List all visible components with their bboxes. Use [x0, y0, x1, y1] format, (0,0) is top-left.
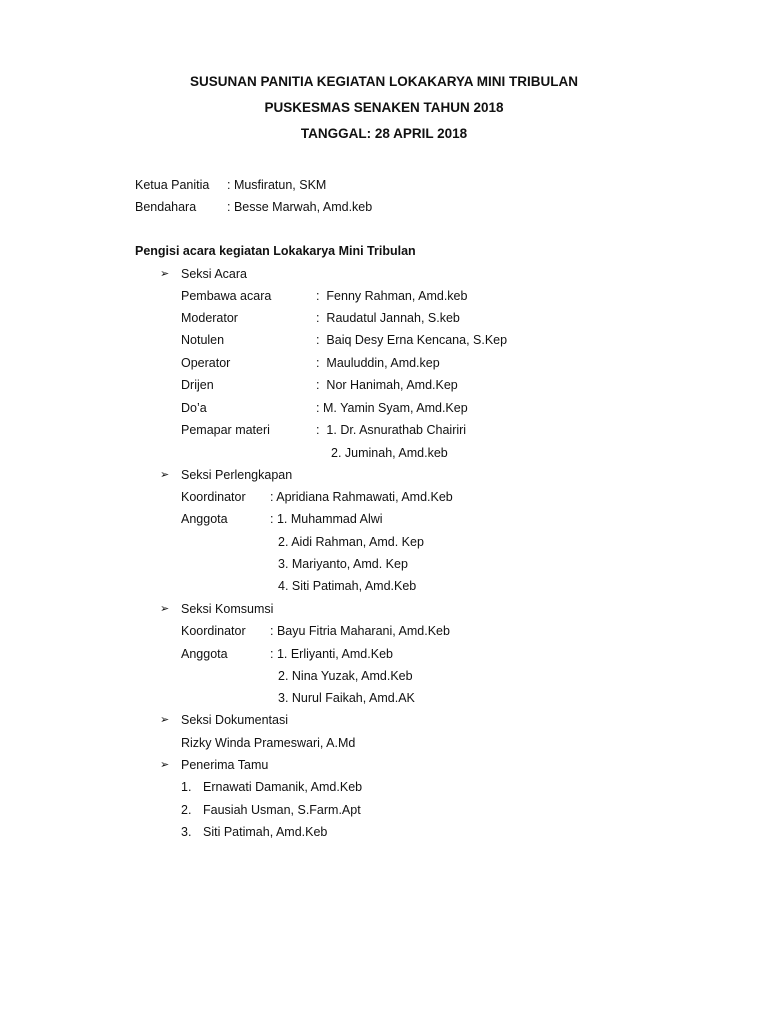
anggota-first: : 1. Erliyanti, Amd.Keb: [270, 647, 393, 661]
arrow-right-icon: ➢: [160, 268, 170, 280]
list-item-number: 3.: [181, 825, 192, 839]
arrow-right-icon: ➢: [160, 603, 170, 615]
list-item: Siti Patimah, Amd.Keb: [203, 825, 328, 839]
anggota-item: 2. Aidi Rahman, Amd. Kep: [278, 535, 424, 549]
acara-value: : Baiq Desy Erna Kencana, S.Kep: [316, 333, 508, 347]
seksi-acara-title: Seksi Acara: [181, 267, 248, 281]
anggota-item: 3. Nurul Faikah, Amd.AK: [278, 691, 415, 705]
list-item: Ernawati Damanik, Amd.Keb: [203, 780, 363, 794]
document-title: SUSUNAN PANITIA KEGIATAN LOKAKARYA MINI TRIBULAN: [190, 74, 578, 89]
dokumentasi-member: Rizky Winda Prameswari, A.Md: [181, 736, 356, 750]
acara-label: Pembawa acara: [181, 289, 272, 303]
bendahara-label: Bendahara: [135, 200, 197, 214]
acara-label: Moderator: [181, 311, 238, 325]
koordinator-label: Koordinator: [181, 490, 246, 504]
seksi-dokumentasi-title: Seksi Dokumentasi: [181, 713, 288, 727]
anggota-item: 3. Mariyanto, Amd. Kep: [278, 557, 408, 571]
acara-label: Operator: [181, 356, 231, 370]
acara-value: : Raudatul Jannah, S.keb: [316, 311, 460, 325]
koordinator-label: Koordinator: [181, 624, 246, 638]
document-date: TANGGAL: 28 APRIL 2018: [300, 126, 468, 141]
acara-value: : Fenny Rahman, Amd.keb: [316, 289, 468, 303]
seksi-konsumsi-title: Seksi Komsumsi: [181, 602, 274, 616]
document-subtitle: PUSKESMAS SENAKEN TAHUN 2018: [264, 100, 504, 115]
list-item: Fausiah Usman, S.Farm.Apt: [203, 803, 361, 817]
acara-value: : Mauluddin, Amd.kep: [316, 356, 440, 370]
section-heading: Pengisi acara kegiatan Lokakarya Mini Tribulan: [135, 244, 416, 258]
anggota-item: 4. Siti Patimah, Amd.Keb: [278, 579, 417, 593]
bendahara-value: : Besse Marwah, Amd.keb: [227, 200, 373, 214]
acara-value: : Nor Hanimah, Amd.Kep: [316, 378, 458, 392]
anggota-first: : 1. Muhammad Alwi: [270, 512, 383, 526]
acara-label: Pemapar materi: [181, 423, 270, 437]
anggota-label: Anggota: [181, 512, 228, 526]
acara-value: : 1. Dr. Asnurathab Chairiri: [316, 423, 467, 437]
acara-label: Notulen: [181, 333, 225, 347]
seksi-perlengkapan-title: Seksi Perlengkapan: [181, 468, 293, 482]
anggota-label: Anggota: [181, 647, 228, 661]
list-item-number: 2.: [181, 803, 192, 817]
acara-value: : M. Yamin Syam, Amd.Kep: [316, 401, 468, 415]
koordinator-value: : Bayu Fitria Maharani, Amd.Keb: [270, 624, 450, 638]
acara-label: Do’a: [181, 401, 207, 415]
arrow-right-icon: ➢: [160, 759, 170, 771]
list-item-number: 1.: [181, 780, 192, 794]
ketua-value: : Musfiratun, SKM: [227, 178, 327, 192]
koordinator-value: : Apridiana Rahmawati, Amd.Keb: [270, 490, 453, 504]
ketua-label: Ketua Panitia: [135, 178, 210, 192]
acara-label: Drijen: [181, 378, 214, 392]
pemapar-extra: 2. Juminah, Amd.keb: [331, 446, 448, 460]
penerima-tamu-title: Penerima Tamu: [181, 758, 269, 772]
anggota-item: 2. Nina Yuzak, Amd.Keb: [278, 669, 413, 683]
arrow-right-icon: ➢: [160, 469, 170, 481]
arrow-right-icon: ➢: [160, 714, 170, 726]
